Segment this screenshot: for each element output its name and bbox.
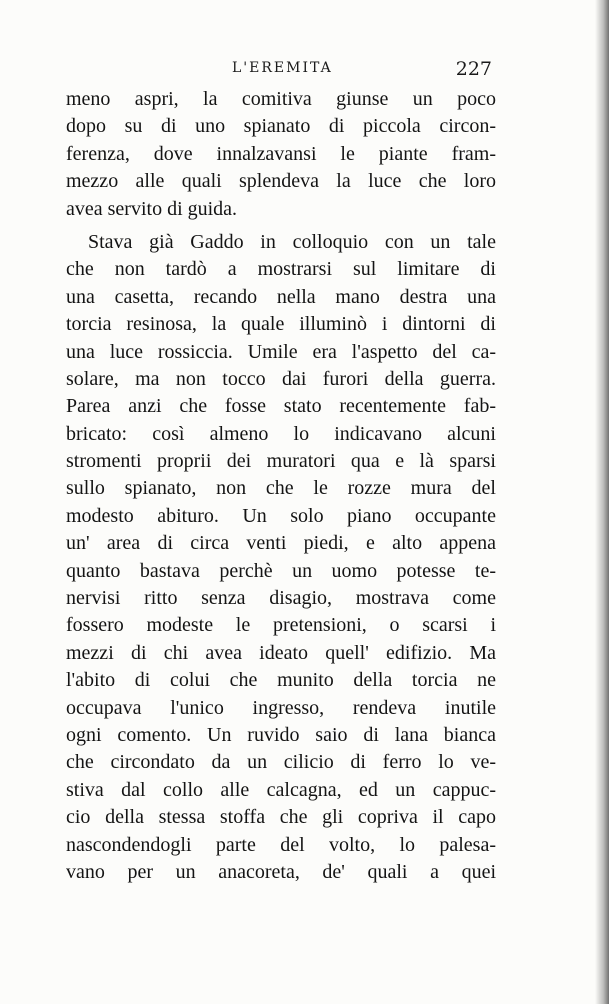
text-line: cio della stessa stoffa che gli copriva il capo [66,806,496,829]
body-text [66,86,496,886]
text-line: che circondato da un cilicio di ferro lo ve- [66,751,496,774]
text-line: Parea anzi che fosse stato recentemente fab- [66,395,496,418]
text-line: che non tardò a mostrarsi sul limitare di [66,258,496,281]
text-line: avea servito di guida. [66,197,238,220]
text-line: dopo su di uno spianato di piccola circon- [66,115,496,138]
text-line: quanto bastava perchè un uomo potesse te- [66,559,496,582]
text-line: modesto abituro. Un solo piano occupante [66,504,496,527]
paragraph-2 [66,229,496,886]
text-line: Stava già Gaddo in colloquio con un tale [88,230,496,253]
page-number: 227 [455,58,492,80]
text-line: torcia resinosa, la quale illuminò i dintorni di [66,313,496,336]
text-line: meno aspri, la comitiva giunse un poco [66,88,496,110]
text-line: vano per un anacoreta, de' quali a quei [66,860,496,883]
text-line: bricato: così almeno lo indicavano alcuni [66,422,496,445]
paragraph-1 [66,86,496,223]
text-line: un' area di circa venti piedi, e alto appena [66,532,496,555]
text-line: nascondendogli parte del volto, lo palesa- [66,833,496,856]
running-title: L'EREMITA [232,60,333,76]
text-line: nervisi ritto senza disagio, mostrava come [66,587,496,610]
text-line: solare, ma non tocco dai furori della guerra. [66,367,496,390]
text-line: una casetta, recando nella mano destra una [66,285,496,308]
page-edge-shadow [595,0,609,1004]
text-line: mezzo alle quali splendeva la luce che loro [66,170,496,193]
text-line: stiva dal collo alle calcagna, ed un cappuc- [66,778,496,801]
text-line: ferenza, dove innalzavansi le piante fram- [66,142,496,165]
text-line: ogni comento. Un ruvido saio di lana bianca [66,723,496,746]
text-line: l'abito di colui che munito della torcia ne [66,669,496,692]
text-line: mezzi di chi avea ideato quell' edifizio. Ma [66,641,496,664]
text-line: una luce rossiccia. Umile era l'aspetto del ca- [66,340,496,363]
text-line: fossero modeste le pretensioni, o scarsi i [66,614,496,637]
text-line: sullo spianato, non che le rozze mura del [66,477,496,500]
text-line: occupava l'unico ingresso, rendeva inutile [66,696,496,719]
running-head [64,58,492,82]
text-line: stromenti proprii dei muratori qua e là sparsi [66,450,496,473]
